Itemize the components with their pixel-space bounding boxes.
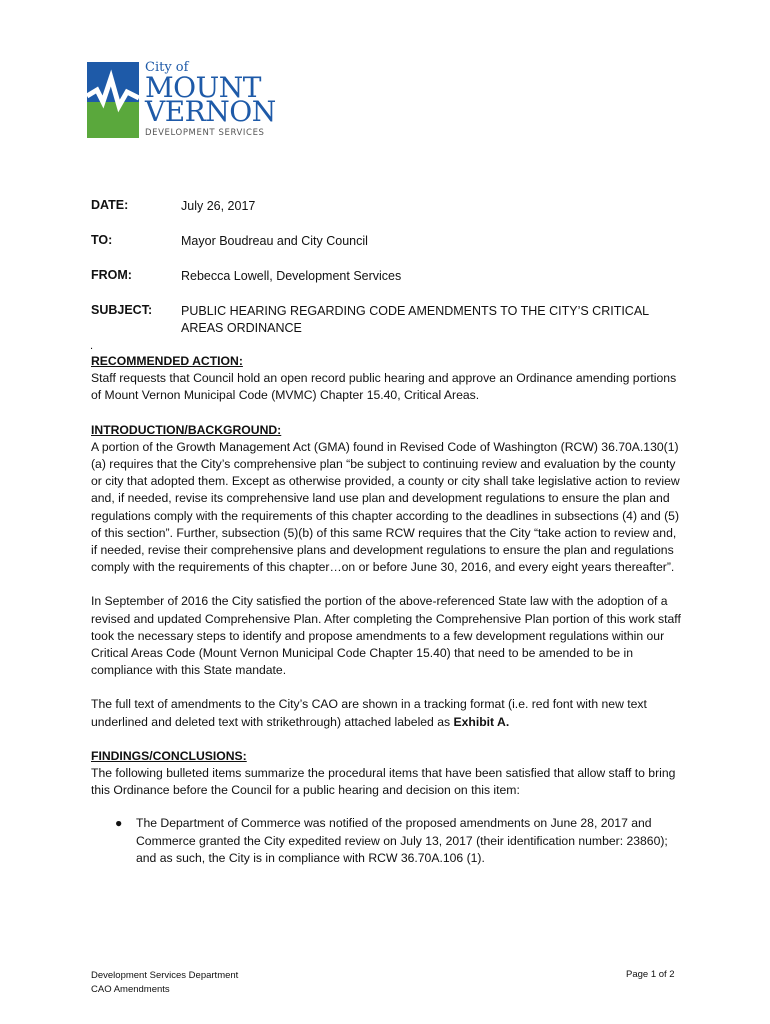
date-label: DATE: xyxy=(91,198,129,212)
footer-left xyxy=(91,969,238,997)
bullet-icon: ● xyxy=(115,816,123,831)
from-value: Rebecca Lowell, Development Services xyxy=(181,269,402,283)
bullet-text: The Department of Commerce was notified of the proposed amendments on June 28, 2017 and Commerce granted the City expedited review on July 13, 2017 (their identification number: 23860); and as such, the City is in compliance with RCW 36.70A.106 (1). xyxy=(136,816,668,865)
recommended-text: Staff requests that Council hold an open record public hearing and approve an Ordinance amending portions of Mount Vernon Municipal Code (MVMC) Chapter 15.40, Critical Areas. xyxy=(91,371,677,403)
subject-value: PUBLIC HEARING REGARDING CODE AMENDMENTS TO THE CITY’S CRITICAL AREAS ORDINANCE xyxy=(181,304,649,335)
subject-label: SUBJECT: xyxy=(91,303,153,317)
to-label: TO: xyxy=(91,233,113,247)
fulltext-text: The full text of amendments to the City’s CAO are shown in a tracking format (i.e. red font with new text underlined and deleted text with strikethrough) attached labeled as xyxy=(91,697,647,729)
logo-city-of: City of xyxy=(145,60,189,75)
footer-department: Development Services Department xyxy=(91,970,239,981)
stray-mark: . xyxy=(90,340,94,352)
city-logo xyxy=(87,62,277,142)
memo-body xyxy=(91,353,683,867)
findings-heading: FINDINGS/CONCLUSIONS: xyxy=(91,748,247,763)
logo-department: DEVELOPMENT SERVICES xyxy=(145,128,265,138)
intro-text: A portion of the Growth Management Act (GMA) found in Revised Code of Washington (RCW) 36.70A.130(1)(a) requires that the City’s comprehensive plan “be subject to continuing review and evaluation by the county or city that adopted them. Except as otherwise provided, a county or city shall take legislative action to review and, if needed, revise its comprehensive land use plan and development regulations to ensure the plan and regulations comply with the requirements of this chapter according to the deadlines in subsections (4) and (5) of this section”. Further, subsection (5)(b) of this same RCW requires that the City “take action to review and, if needed, revise their comprehensive plans and development regulations to ensure the plan and regulations comply with the requirements of this chapter…on or before June 30, 2016, and every eight years thereafter”. xyxy=(91,439,680,575)
fulltext-paragraph xyxy=(91,696,683,730)
intro-heading: INTRODUCTION/BACKGROUND: xyxy=(91,422,282,437)
september-text: In September of 2016 the City satisfied the portion of the above-referenced State law with the adoption of a revised and updated Comprehensive Plan. After completing the Comprehensive Plan portion of this work staff took the necessary steps to identify and propose amendments to a few development regulations within our Critical Areas Code (Mount Vernon Municipal Code Chapter 15.40) that need to be amended to be in compliance with this State mandate. xyxy=(91,594,681,678)
findings-list xyxy=(91,815,683,867)
to-value: Mayor Boudreau and City Council xyxy=(181,234,368,248)
exhibit-label: Exhibit A. xyxy=(453,714,510,729)
date-value: July 26, 2017 xyxy=(181,199,256,213)
page-number: Page 1 of 2 xyxy=(626,969,675,980)
mountain-logo-icon xyxy=(87,62,139,138)
recommended-heading: RECOMMENDED ACTION: xyxy=(91,354,243,368)
findings-text: The following bulleted items summarize the procedural items that have been satisfied that allow staff to bring this Ordinance before the Council for a public hearing and decision on this item: xyxy=(91,766,676,798)
logo-mount: MOUNT xyxy=(145,71,261,104)
from-label: FROM: xyxy=(91,268,132,282)
footer-document: CAO Amendments xyxy=(91,984,170,995)
logo-vernon: VERNON xyxy=(145,95,276,128)
list-item xyxy=(91,815,683,867)
